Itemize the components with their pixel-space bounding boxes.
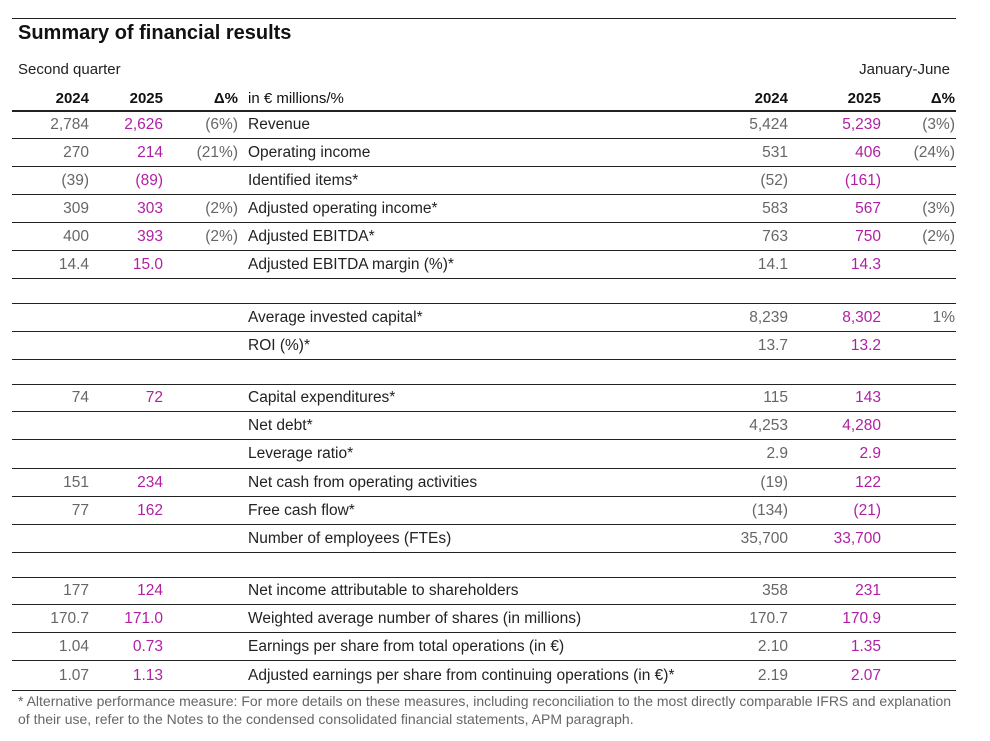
cell-h2025: 8,302 bbox=[842, 308, 881, 326]
cell-h2024: 583 bbox=[762, 199, 788, 217]
table-header bbox=[12, 86, 956, 112]
table-row bbox=[12, 332, 956, 360]
cell-qd bbox=[166, 332, 238, 359]
cell-label: Leverage ratio* bbox=[248, 445, 354, 462]
cell-q2025 bbox=[92, 332, 163, 359]
cell-hd bbox=[884, 332, 955, 359]
cell-q2024 bbox=[12, 304, 89, 331]
cell-q2025: 303 bbox=[137, 199, 163, 217]
cell-label: Net debt* bbox=[248, 416, 313, 434]
cell-h2025: 33,700 bbox=[833, 529, 881, 547]
cell-qd bbox=[166, 384, 238, 411]
cell-h2025: 4,280 bbox=[842, 416, 881, 434]
table-row bbox=[12, 412, 956, 440]
table-row bbox=[12, 497, 956, 525]
table-row bbox=[12, 469, 956, 497]
cell-q2025: 214 bbox=[137, 143, 163, 161]
cell-h2024: 14.1 bbox=[757, 255, 788, 273]
cell-label: Free cash flow* bbox=[248, 501, 355, 519]
cell-q2024: 400 bbox=[63, 227, 89, 245]
cell-q2024 bbox=[12, 412, 89, 439]
cell-hd bbox=[884, 577, 955, 604]
cell-q2024: 151 bbox=[63, 473, 89, 491]
cell-h2024: 115 bbox=[763, 388, 788, 406]
financial-summary-table bbox=[12, 0, 956, 741]
cell-qd bbox=[166, 167, 238, 194]
table-row bbox=[12, 440, 956, 469]
header-h2024: 2024 bbox=[754, 89, 788, 107]
header-q-delta: Δ% bbox=[213, 89, 238, 107]
cell-q2025: (89) bbox=[135, 171, 163, 189]
cell-h2025: 170.9 bbox=[842, 609, 881, 627]
cell-q2025: 234 bbox=[137, 473, 163, 491]
cell-label: Adjusted earnings per share from continuing operations (in €)* bbox=[248, 666, 675, 684]
cell-qd bbox=[166, 440, 238, 468]
cell-hd bbox=[884, 412, 955, 439]
header-unit: in € millions/% bbox=[248, 89, 344, 107]
cell-q2024: 74 bbox=[71, 388, 89, 406]
cell-qd bbox=[166, 633, 238, 660]
cell-label: Average invested capital* bbox=[248, 308, 423, 326]
footnote: * Alternative performance measure: For more details on these measures, including reconciliation to the most directly comparable IFRS and explanation of their use, refer to the Notes to the condensed consolidated financial statements, APM paragraph. bbox=[18, 693, 952, 727]
cell-h2024: 763 bbox=[762, 227, 788, 245]
cell-h2024: 8,239 bbox=[749, 308, 788, 326]
cell-q2025: 162 bbox=[137, 501, 163, 519]
cell-label: Revenue bbox=[248, 115, 311, 133]
cell-hd: (2%) bbox=[922, 227, 955, 245]
cell-qd bbox=[166, 661, 238, 690]
cell-q2024: 1.07 bbox=[58, 666, 89, 684]
cell-label: Capital expenditures* bbox=[248, 388, 396, 406]
cell-q2024: 1.04 bbox=[58, 637, 89, 655]
table-spacer-row bbox=[12, 360, 956, 385]
table-spacer-row bbox=[12, 279, 956, 304]
cell-hd bbox=[884, 497, 955, 524]
cell-hd bbox=[884, 525, 955, 552]
table-row bbox=[12, 111, 956, 139]
cell-h2025: 13.2 bbox=[850, 336, 881, 354]
cell-label: Identified items* bbox=[248, 171, 359, 189]
cell-hd bbox=[884, 167, 955, 194]
table-row bbox=[12, 525, 956, 553]
cell-h2025: 567 bbox=[855, 199, 881, 217]
top-rule bbox=[12, 18, 956, 19]
cell-h2025: 5,239 bbox=[842, 115, 881, 133]
header-q2024: 2024 bbox=[55, 89, 89, 107]
cell-hd: (3%) bbox=[922, 199, 955, 217]
cell-hd bbox=[884, 440, 955, 468]
cell-label: Number of employees (FTEs) bbox=[248, 529, 452, 547]
cell-q2024: 77 bbox=[71, 501, 89, 519]
cell-q2025: 2,626 bbox=[124, 115, 163, 133]
cell-hd: (24%) bbox=[913, 143, 955, 161]
cell-hd bbox=[884, 469, 955, 496]
cell-qd bbox=[166, 577, 238, 604]
cell-q2024: 177 bbox=[63, 581, 89, 599]
cell-h2025: (161) bbox=[844, 171, 881, 189]
cell-q2024 bbox=[12, 525, 89, 552]
cell-qd bbox=[166, 251, 238, 278]
cell-q2025 bbox=[92, 525, 163, 552]
table-row bbox=[12, 139, 956, 167]
header-h-delta: Δ% bbox=[930, 89, 955, 107]
cell-h2025: 14.3 bbox=[850, 255, 881, 273]
cell-qd bbox=[166, 497, 238, 524]
cell-qd: (21%) bbox=[196, 143, 238, 161]
cell-h2025: 231 bbox=[855, 581, 881, 599]
cell-q2025: 72 bbox=[145, 388, 163, 406]
cell-label: Weighted average number of shares (in millions) bbox=[248, 609, 582, 627]
cell-hd bbox=[884, 605, 955, 632]
table-row bbox=[12, 384, 956, 412]
cell-h2025: 750 bbox=[855, 227, 881, 245]
cell-h2024: (19) bbox=[760, 473, 788, 491]
header-h2025: 2025 bbox=[847, 89, 881, 107]
table-row bbox=[12, 661, 956, 691]
cell-h2024: 2.9 bbox=[766, 445, 788, 462]
cell-qd: (6%) bbox=[205, 115, 238, 133]
table-row bbox=[12, 577, 956, 605]
cell-label: Operating income bbox=[248, 143, 371, 161]
cell-hd bbox=[884, 633, 955, 660]
cell-q2024 bbox=[12, 332, 89, 359]
cell-qd bbox=[166, 412, 238, 439]
cell-q2024 bbox=[12, 440, 89, 468]
cell-q2025: 15.0 bbox=[132, 255, 163, 273]
cell-q2025: 0.73 bbox=[132, 637, 163, 655]
cell-label: Net cash from operating activities bbox=[248, 473, 478, 491]
table-row bbox=[12, 304, 956, 332]
table-row bbox=[12, 195, 956, 223]
cell-qd bbox=[166, 525, 238, 552]
cell-label: Adjusted EBITDA* bbox=[248, 227, 375, 245]
cell-h2024: 5,424 bbox=[749, 115, 788, 133]
cell-q2024: 309 bbox=[63, 199, 89, 217]
cell-q2025 bbox=[92, 304, 163, 331]
cell-qd: (2%) bbox=[205, 227, 238, 245]
cell-h2024: 2.10 bbox=[757, 637, 788, 655]
cell-h2025: 2.07 bbox=[850, 666, 881, 684]
cell-hd: (3%) bbox=[922, 115, 955, 133]
cell-h2024: 4,253 bbox=[749, 416, 788, 434]
cell-q2024: 2,784 bbox=[50, 115, 89, 133]
cell-q2024: (39) bbox=[61, 171, 89, 189]
cell-qd bbox=[166, 469, 238, 496]
cell-h2025: 406 bbox=[855, 143, 881, 161]
cell-h2024: 531 bbox=[762, 143, 788, 161]
cell-h2024: 13.7 bbox=[757, 336, 788, 354]
cell-q2024: 270 bbox=[63, 143, 89, 161]
cell-h2025: 143 bbox=[855, 388, 881, 406]
cell-h2025: (21) bbox=[853, 501, 881, 519]
cell-label: Adjusted EBITDA margin (%)* bbox=[248, 255, 454, 273]
cell-q2025: 1.13 bbox=[132, 666, 163, 684]
cell-label: Adjusted operating income* bbox=[248, 199, 438, 217]
cell-q2025: 124 bbox=[137, 581, 163, 599]
cell-hd bbox=[884, 251, 955, 278]
cell-q2025: 171.0 bbox=[124, 609, 163, 627]
cell-qd: (2%) bbox=[205, 199, 238, 217]
cell-qd bbox=[166, 304, 238, 331]
cell-q2025: 393 bbox=[137, 227, 163, 245]
period-label-half-year: January-June bbox=[859, 61, 950, 78]
cell-h2024: (52) bbox=[760, 171, 788, 189]
cell-hd bbox=[884, 384, 955, 411]
cell-hd bbox=[884, 661, 955, 690]
cell-h2024: 2.19 bbox=[757, 666, 788, 684]
table-row bbox=[12, 605, 956, 633]
cell-h2024: 358 bbox=[762, 581, 788, 599]
cell-h2024: (134) bbox=[751, 501, 788, 519]
table-spacer-row bbox=[12, 553, 956, 578]
cell-h2024: 170.7 bbox=[749, 609, 788, 627]
table-row bbox=[12, 167, 956, 195]
cell-q2024: 170.7 bbox=[50, 609, 89, 627]
cell-q2025 bbox=[92, 440, 163, 468]
cell-label: Net income attributable to shareholders bbox=[248, 581, 519, 599]
cell-label: Earnings per share from total operations (in €) bbox=[248, 637, 565, 655]
cell-q2024: 14.4 bbox=[58, 255, 89, 273]
cell-hd: 1% bbox=[932, 308, 955, 326]
cell-h2025: 2.9 bbox=[859, 445, 881, 462]
cell-q2025 bbox=[92, 412, 163, 439]
cell-label: ROI (%)* bbox=[248, 336, 310, 354]
cell-qd bbox=[166, 605, 238, 632]
cell-h2025: 1.35 bbox=[850, 637, 881, 655]
header-q2025: 2025 bbox=[129, 89, 163, 107]
table-row bbox=[12, 633, 956, 661]
table-row bbox=[12, 223, 956, 251]
cell-h2024: 35,700 bbox=[740, 529, 788, 547]
page-title: Summary of financial results bbox=[18, 22, 292, 44]
table-row bbox=[12, 251, 956, 279]
cell-h2025: 122 bbox=[855, 473, 881, 491]
period-label-quarter: Second quarter bbox=[18, 61, 121, 78]
